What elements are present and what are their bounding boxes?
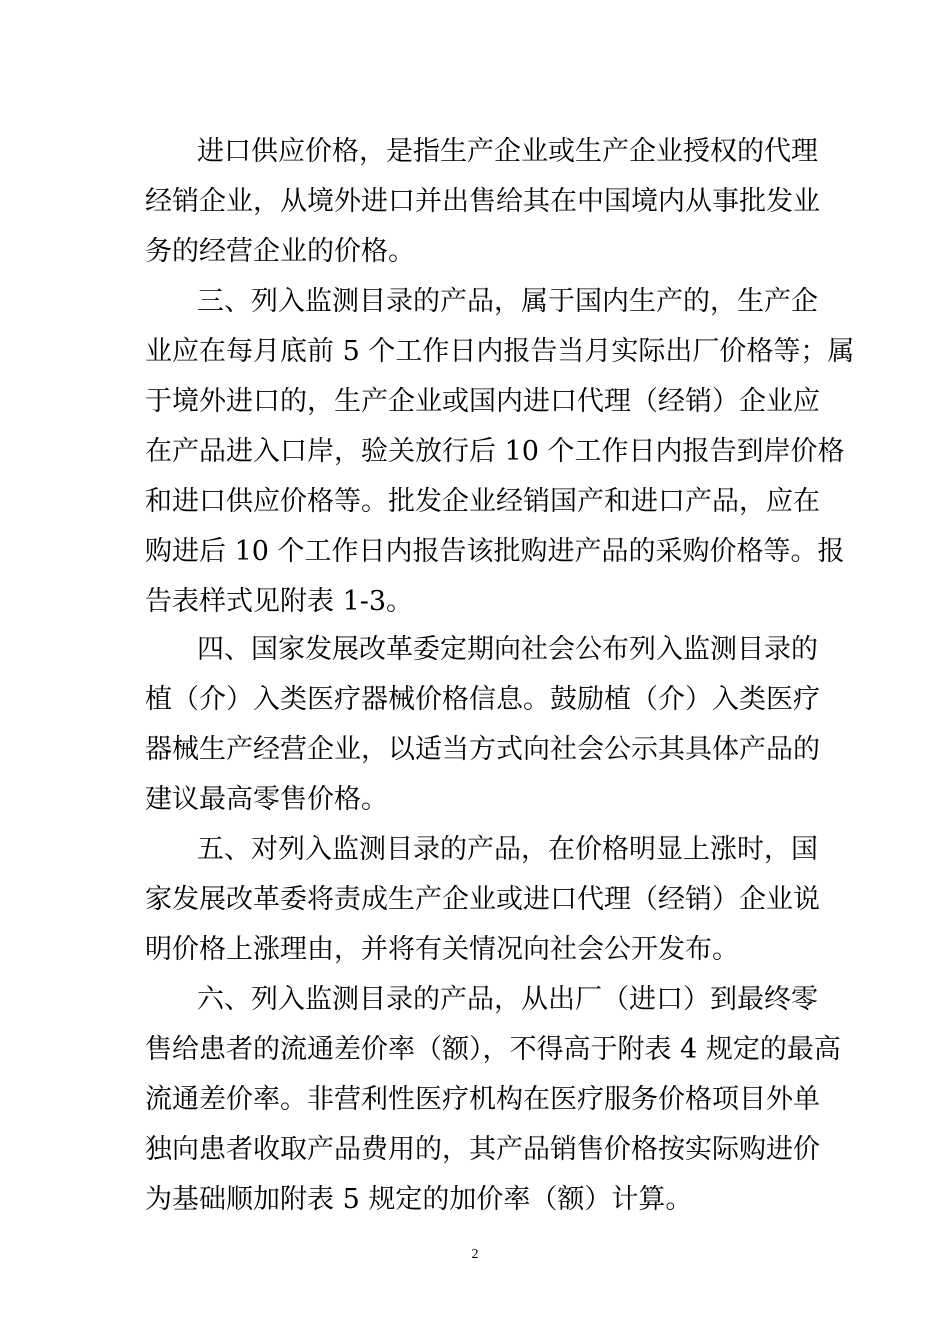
paragraph-line: 告表样式见附表 1-3。 bbox=[145, 586, 414, 617]
paragraph-line: 为基础顺加附表 5 规定的加价率（额）计算。 bbox=[145, 1184, 693, 1215]
paragraph-line: 于境外进口的，生产企业或国内进口代理（经销）企业应 bbox=[145, 386, 820, 417]
paragraph-line: 售给患者的流通差价率（额），不得高于附表 4 规定的最高 bbox=[145, 1034, 841, 1065]
paragraph-line: 家发展改革委将责成生产企业或进口代理（经销）企业说 bbox=[145, 884, 820, 915]
paragraph-line: 进口供应价格，是指生产企业或生产企业授权的代理 bbox=[197, 136, 818, 167]
paragraph-line: 六、列入监测目录的产品，从出厂（进口）到最终零 bbox=[197, 984, 818, 1015]
paragraph-line: 明价格上涨理由，并将有关情况向社会公开发布。 bbox=[145, 934, 739, 965]
paragraph-line: 和进口供应价格等。批发企业经销国产和进口产品，应在 bbox=[145, 486, 820, 517]
paragraph-line: 务的经营企业的价格。 bbox=[145, 236, 415, 267]
paragraph-line: 在产品进入口岸，验关放行后 10 个工作日内报告到岸价格 bbox=[145, 436, 845, 467]
paragraph-line: 四、国家发展改革委定期向社会公布列入监测目录的 bbox=[197, 634, 818, 665]
paragraph-line: 购进后 10 个工作日内报告该批购进产品的采购价格等。报 bbox=[145, 536, 845, 567]
paragraph-line: 经销企业，从境外进口并出售给其在中国境内从事批发业 bbox=[145, 186, 820, 217]
paragraph-line: 植（介）入类医疗器械价格信息。鼓励植（介）入类医疗 bbox=[145, 684, 820, 715]
paragraph-line: 业应在每月底前 5 个工作日内报告当月实际出厂价格等；属 bbox=[145, 336, 855, 367]
paragraph-line: 器械生产经营企业，以适当方式向社会公示其具体产品的 bbox=[145, 734, 820, 765]
page-number: 2 bbox=[471, 1247, 479, 1262]
paragraph-line: 独向患者收取产品费用的，其产品销售价格按实际购进价 bbox=[145, 1134, 820, 1165]
paragraph-line: 五、对列入监测目录的产品，在价格明显上涨时，国 bbox=[197, 834, 818, 865]
paragraph-line: 建议最高零售价格。 bbox=[145, 784, 388, 815]
paragraph-line: 三、列入监测目录的产品，属于国内生产的，生产企 bbox=[197, 286, 818, 317]
paragraph-line: 流通差价率。非营利性医疗机构在医疗服务价格项目外单 bbox=[145, 1084, 820, 1115]
